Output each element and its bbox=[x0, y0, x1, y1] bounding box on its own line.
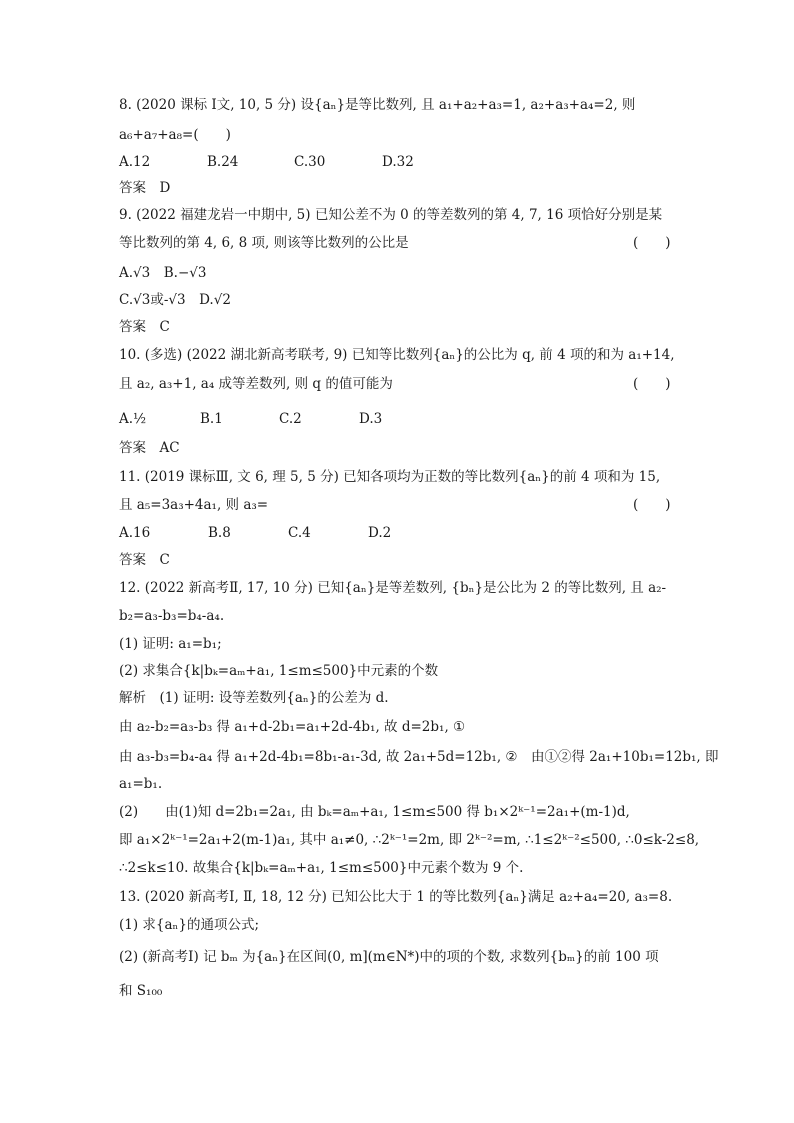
q12-solution-1: 解析 (1) 证明: 设等差数列{aₙ}的公差为 d. bbox=[119, 690, 389, 706]
q12-line-2: b₂=a₃-b₃=b₄-a₄. bbox=[119, 608, 225, 624]
q12-solution-3: 由 a₃-b₃=b₄-a₄ 得 a₁+2d-4b₁=8b₁-a₁-3d, 故 2a₁+5d=12b₁, ② 由①②得 2a₁+10b₁=12b₁, 即 bbox=[119, 749, 719, 765]
q8-option-d: D.32 bbox=[382, 154, 414, 170]
q11-line-1: 11. (2019 课标Ⅲ, 文 6, 理 5, 5 分) 已知各项均为正数的等比数列{aₙ}的前 4 项和为 15, bbox=[119, 469, 661, 485]
q11-line-2: 且 a₅=3a₃+4a₁, 则 a₃= bbox=[119, 497, 269, 513]
q11-option-d: D.2 bbox=[368, 525, 392, 541]
q9-options-1: A.√3 B.−√3 bbox=[119, 265, 207, 281]
q11-option-c: C.4 bbox=[288, 525, 311, 541]
q12-solution-6: 即 a₁×2ᵏ⁻¹=2a₁+2(m-1)a₁, 其中 a₁≠0, ∴2ᵏ⁻¹=2m, 即 2ᵏ⁻²=m, ∴1≤2ᵏ⁻²≤500, ∴0≤k-2≤8, bbox=[119, 832, 700, 848]
q10-option-d: D.3 bbox=[359, 411, 383, 427]
q10-answer: 答案 AC bbox=[119, 440, 180, 456]
q10-option-b: B.1 bbox=[200, 411, 223, 427]
q10-option-a: A.½ bbox=[119, 411, 147, 427]
q12-line-1: 12. (2022 新高考Ⅱ, 17, 10 分) 已知{aₙ}是等差数列, {bₙ}是公比为 2 的等比数列, 且 a₂- bbox=[119, 580, 667, 596]
q13-line-1: 13. (2020 新高考Ⅰ, Ⅱ, 18, 12 分) 已知公比大于 1 的等比数列{aₙ}满足 a₂+a₄=20, a₃=8. bbox=[119, 889, 673, 905]
q11-answer: 答案 C bbox=[119, 552, 170, 568]
q12-line-3: (1) 证明: a₁=b₁; bbox=[119, 636, 222, 652]
q9-answer-bracket: ( ) bbox=[633, 235, 671, 251]
q8-option-a: A.12 bbox=[119, 154, 151, 170]
q12-solution-2: 由 a₂-b₂=a₃-b₃ 得 a₁+d-2b₁=a₁+2d-4b₁, 故 d=2b₁, ① bbox=[119, 719, 466, 735]
q13-line-2: (1) 求{aₙ}的通项公式; bbox=[119, 917, 260, 933]
q12-solution-4: a₁=b₁. bbox=[119, 776, 163, 792]
q12-solution-5: (2) 由(1)知 d=2b₁=2a₁, 由 bₖ=aₘ+a₁, 1≤m≤500 得 b₁×2ᵏ⁻¹=2a₁+(m-1)d, bbox=[119, 804, 630, 820]
q8-option-c: C.30 bbox=[294, 154, 326, 170]
q13-line-4: 和 S₁₀₀ bbox=[119, 983, 163, 999]
q9-answer: 答案 C bbox=[119, 319, 170, 335]
q10-option-c: C.2 bbox=[279, 411, 302, 427]
q10-line-1: 10. (多选) (2022 湖北新高考联考, 9) 已知等比数列{aₙ}的公比为 q, 前 4 项的和为 a₁+14, bbox=[119, 347, 675, 363]
q10-line-2: 且 a₂, a₃+1, a₄ 成等差数列, 则 q 的值可能为 bbox=[119, 376, 393, 392]
q12-line-4: (2) 求集合{k|bₖ=aₘ+a₁, 1≤m≤500}中元素的个数 bbox=[119, 663, 439, 679]
q9-line-1: 9. (2022 福建龙岩一中期中, 5) 已知公差不为 0 的等差数列的第 4, 7, 16 项恰好分别是某 bbox=[119, 207, 663, 223]
q11-options bbox=[119, 524, 391, 542]
q9-line-2: 等比数列的第 4, 6, 8 项, 则该等比数列的公比是 bbox=[119, 235, 409, 251]
q8-line-2: a₆+a₇+a₈=( ) bbox=[119, 127, 231, 143]
q8-line-1: 8. (2020 课标 Ⅰ文, 10, 5 分) 设{aₙ}是等比数列, 且 a₁+a₂+a₃=1, a₂+a₃+a₄=2, 则 bbox=[119, 97, 636, 113]
q11-option-a: A.16 bbox=[119, 525, 151, 541]
q9-options-2: C.√3或-√3 D.√2 bbox=[119, 292, 231, 308]
q10-answer-bracket: ( ) bbox=[633, 376, 671, 392]
q12-solution-7: ∴2≤k≤10. 故集合{k|bₖ=aₘ+a₁, 1≤m≤500}中元素个数为 9 个. bbox=[119, 860, 524, 876]
q8-answer: 答案 D bbox=[119, 180, 171, 196]
q8-options bbox=[119, 153, 414, 171]
q11-option-b: B.8 bbox=[208, 525, 231, 541]
q13-line-3: (2) (新高考Ⅰ) 记 bₘ 为{aₙ}在区间(0, m](m∈N*)中的项的个数, 求数列{bₘ}的前 100 项 bbox=[119, 949, 659, 965]
q11-answer-bracket: ( ) bbox=[633, 497, 671, 513]
q10-options bbox=[119, 410, 382, 428]
q8-option-b: B.24 bbox=[207, 154, 239, 170]
